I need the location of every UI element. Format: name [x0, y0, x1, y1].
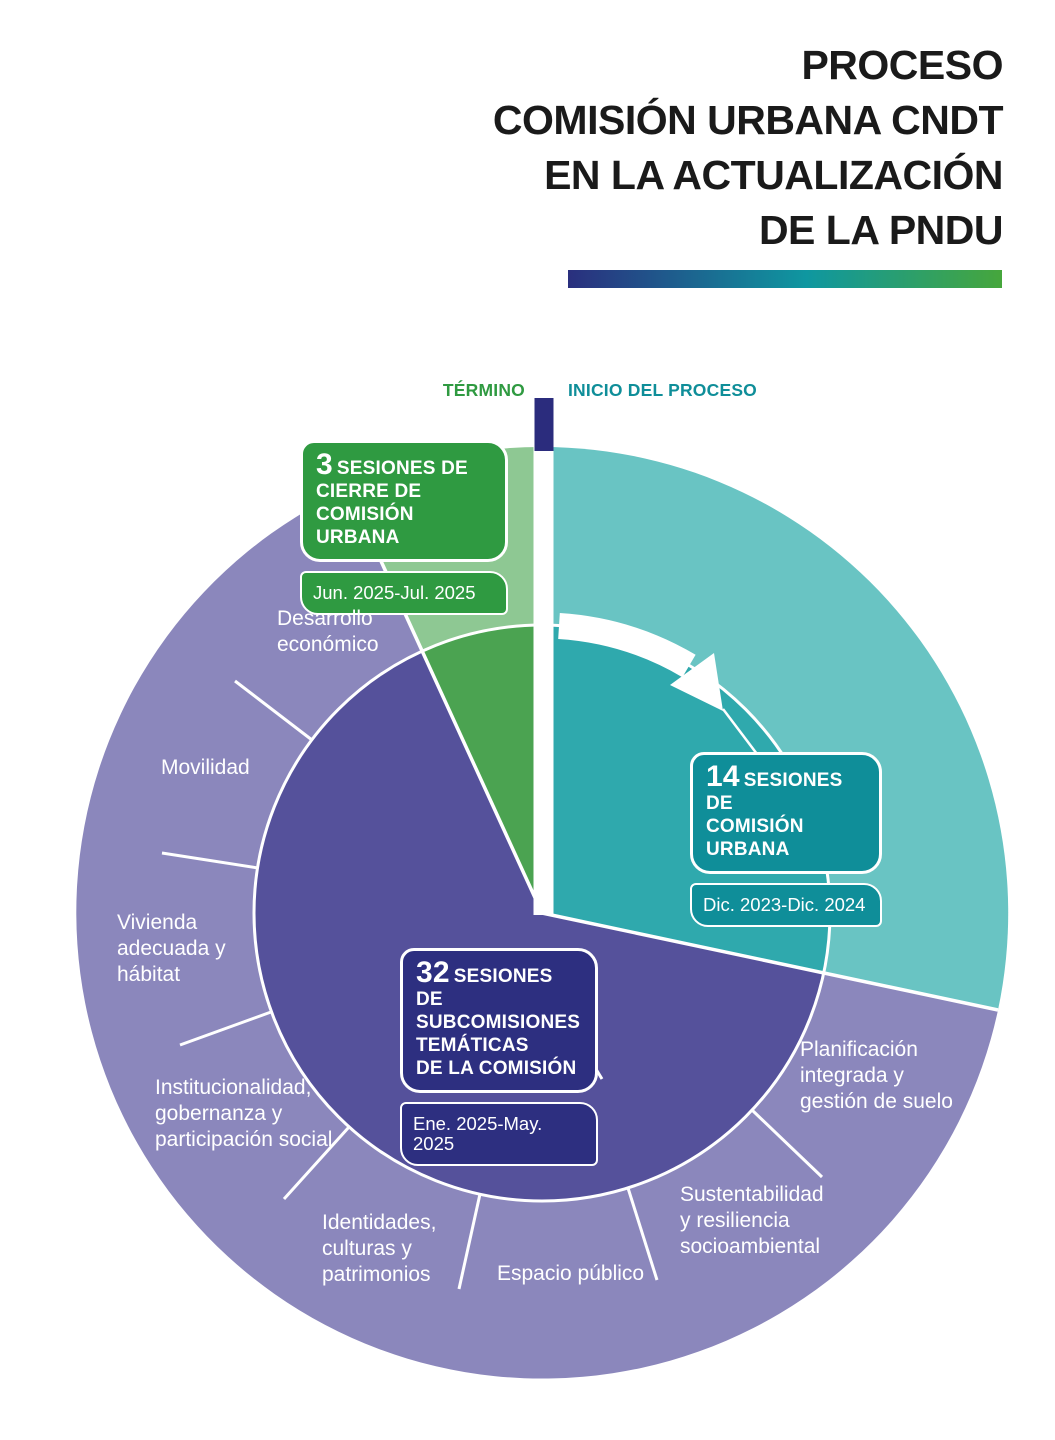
stage-subcomisiones-box: [400, 948, 598, 1093]
stage-subcomisiones-heading-line2: SUBCOMISIONES: [416, 1012, 581, 1033]
stage-subcomisiones-dates: Ene. 2025-May. 2025: [400, 1102, 598, 1166]
stage-inicio-heading-line2: COMISIÓN: [706, 816, 804, 837]
title-line-2: COMISIÓN URBANA CNDT: [492, 97, 1003, 143]
stage-subcomisiones-heading-line1: [416, 956, 582, 1011]
stage-subcomisiones-heading-rest: SESIONES DE: [416, 966, 553, 1010]
stage-inicio-dates: Dic. 2023-Dic. 2024: [690, 883, 882, 927]
theme-label-institucionalidad: Institucionalidad, gobernanza y participación social: [155, 1076, 333, 1151]
theme-label-espacio-publico: Espacio público: [497, 1262, 645, 1285]
stage-inicio-heading-rest: SESIONES DE: [706, 770, 843, 814]
theme-label-movilidad: Movilidad: [161, 756, 250, 779]
stage-cierre-dates: Jun. 2025-Jul. 2025: [300, 571, 508, 615]
process-end-label: TÉRMINO: [442, 380, 525, 400]
stage-inicio-box: [690, 752, 882, 874]
stage-subcomisiones-heading-line4: DE LA COMISIÓN: [416, 1058, 577, 1079]
stage-cierre-box: [300, 440, 508, 562]
stage-subcomisiones: [400, 948, 598, 1166]
theme-label-vivienda: Vivienda adecuada y hábitat: [117, 911, 226, 986]
stage-subcomisiones-count: 32: [416, 956, 450, 989]
stage-inicio-heading-line1: [706, 760, 866, 815]
stage-cierre-heading-line2: CIERRE DE: [316, 481, 422, 502]
top-split-gap: [534, 442, 554, 915]
stage-subcomisiones-heading: [416, 956, 582, 1080]
stage-inicio-heading: [706, 760, 866, 861]
title-gradient-bar: [568, 270, 1002, 288]
title-line-1: PROCESO: [801, 42, 1003, 88]
stage-cierre: [300, 440, 508, 615]
theme-label-desarrollo: Desarrollo económico: [277, 607, 379, 656]
stage-cierre-heading-rest: SESIONES DE: [336, 458, 468, 479]
start-marker-bar: [535, 398, 554, 451]
theme-label-planificacion: Planificación integrada y gestión de suelo: [800, 1038, 953, 1113]
theme-label-identidades: Identidades, culturas y patrimonios: [322, 1211, 437, 1286]
stage-cierre-heading-line1: [316, 448, 492, 481]
page-title: [493, 38, 1003, 258]
title-line-4: DE LA PNDU: [758, 207, 1003, 253]
process-start-label: INICIO DEL PROCESO: [568, 380, 757, 400]
stage-inicio: [690, 752, 882, 927]
stage-subcomisiones-heading-line3: TEMÁTICAS: [416, 1035, 529, 1056]
title-line-3: EN LA ACTUALIZACIÓN: [544, 152, 1003, 198]
stage-cierre-heading: [316, 448, 492, 549]
stage-inicio-heading-line3: URBANA: [706, 839, 790, 860]
stage-inicio-count: 14: [706, 760, 740, 793]
stage-cierre-heading-line3: COMISIÓN URBANA: [316, 504, 414, 548]
theme-label-sustentabilidad: Sustentabilidad y resiliencia socioambiental: [680, 1183, 824, 1258]
stage-cierre-count: 3: [316, 448, 333, 481]
